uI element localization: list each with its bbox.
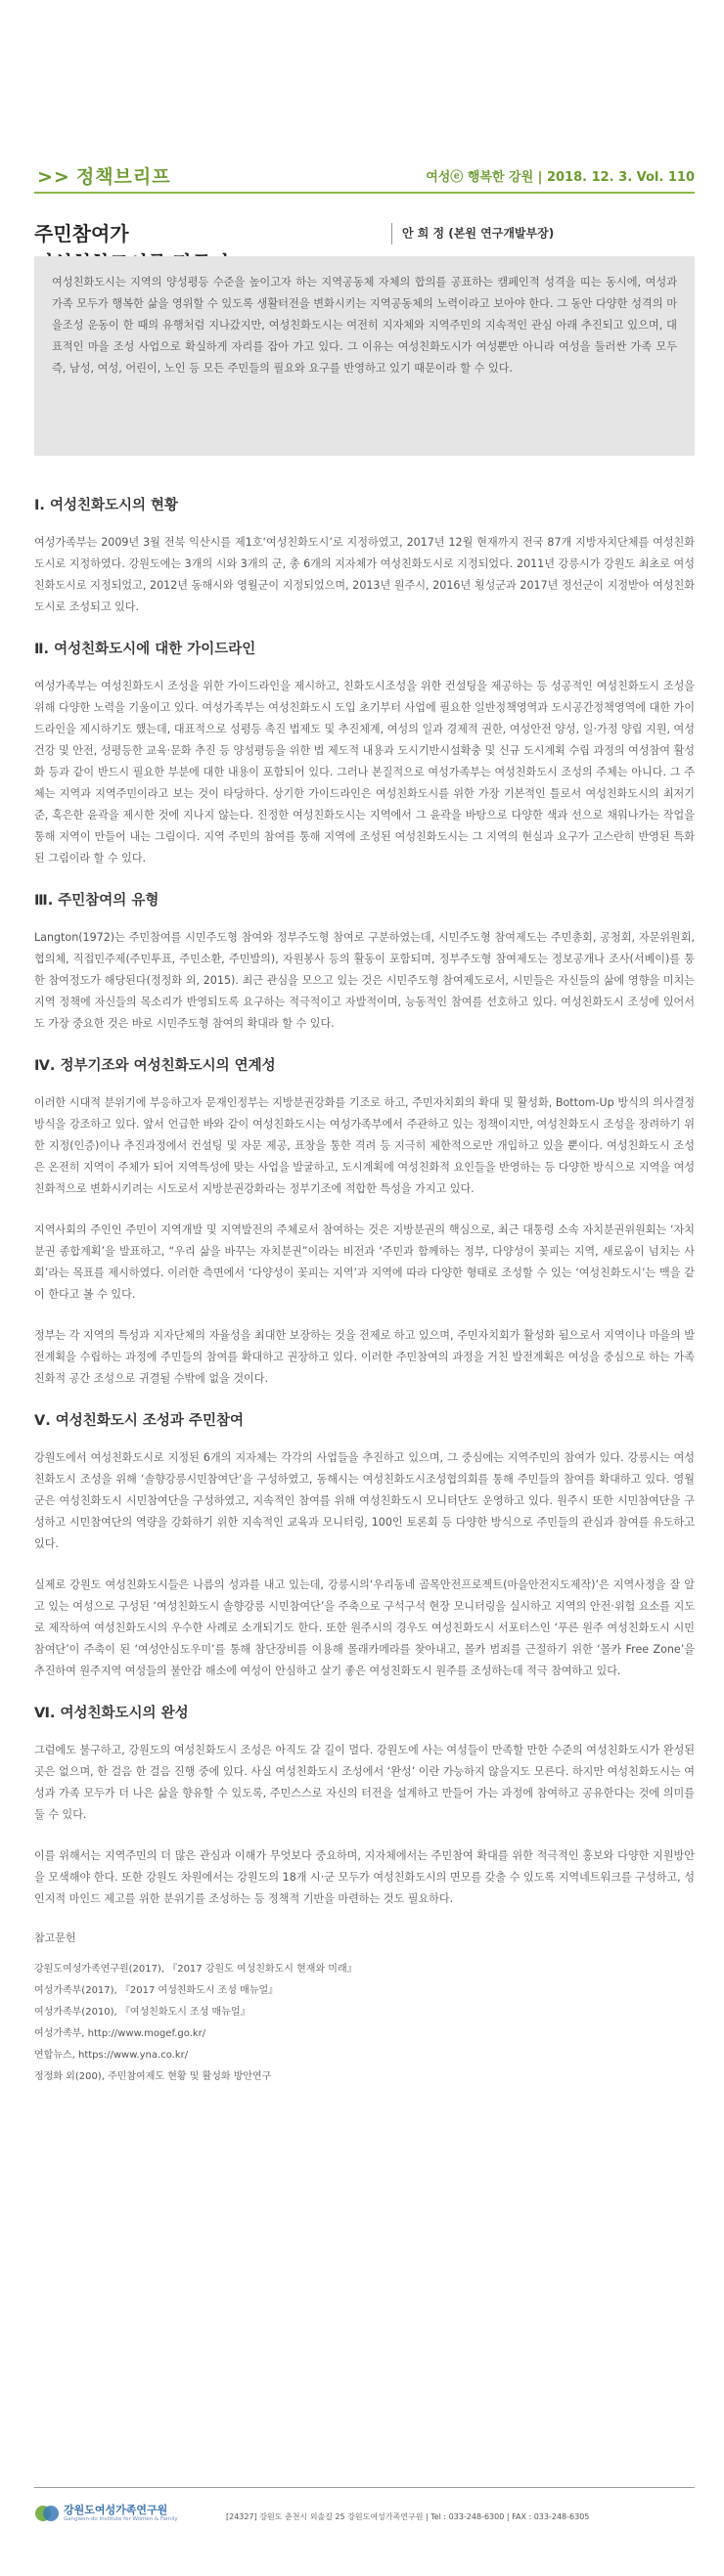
reference-item: 여성가족부, http://www.mogef.go.kr/ [34,2028,206,2039]
institute-logo [34,2500,210,2529]
section-heading: Ⅵ. 여성친화도시의 완성 [34,1706,189,1721]
abstract-box: 여성친화도시는 지역의 양성평등 수준을 높이고자 하는 지역공동체 자체의 합의를 공표하는 캠페인적 성격을 띠는 동시에, 여성과 가족 모두가 행복한 삶을 영위할 수 있도록 생활터전을 변화시키는 지역공동체의 노력이라고 보아야 한다. 그 동안 다양한 성격의 마을조성 운동이 한 때의 유행처럼 지나갔지만, 여성친화도시는 여전히 지자체와 지역주민의 지속적인 관심 아래 추진되고 있으며, 대표적인 마을 조성 사업으로 확실하게 자리를 잡아 가고 있다. 그 이유는 여성친화도시가 여성뿐만 아니라 여성을 둘러싼 가족 모두 즉, 남성, 여성, 어린이, 노인 등 모든 주민들의 필요와 요구를 반영하고 있기 때문이라 할 수 있다. [34,256,695,456]
paragraph: 이러한 시대적 분위기에 부응하고자 문재인정부는 지방분권강화를 기조로 하고, 주민자치회의 확대 및 활성화, Bottom-Up 방식의 의사결정방식을 강조하고 있다. 앞서 언급한 바와 같이 여성친화도시는 여성가족부에서 주관하고 있는 정책이지만, 여성친화도시 조성을 장려하기 위한 지정(인증)이나 추진과정에서 컨설팅 및 자문 제공, 표창을 통한 격려 등 지극히 제한적으로만 개입하고 있을 뿐이다. 여성친화도시 조성은 온전히 지역이 주체가 되어 지역특성에 맞는 사업을 발굴하고, 도시계획에 여성친화적 요인들을 반영하는 등 다양한 방식으로 지역을 여성친화적으로 변화시키려는 시도로서 지방분권강화라는 정부기조에 적합한 특성을 가지고 있다. [34,1096,695,1195]
author-separator [391,223,392,244]
paragraph: 여성가족부는 2009년 3월 전북 익산시를 제1호‘여성친화도시’로 지정하였고, 2017년 12월 현재까지 전국 87개 지방자치단체를 여성친화도시로 지정하였다. 강원도에는 3개의 시와 3개의 군, 총 6개의 지자체가 여성친화도시로 지정되었다. 2011년 강릉시가 강원도 최초로 여성친화도시로 지정되었고, 2012년 동해시와 영월군이 지정되었으며, 2013년 원주시, 2016년 횡성군과 2017년 정선군이 지정받아 여성친화도시로 조성되고 있다. [34,536,695,613]
reference-item: 여성가족부(2017), 『2017 여성친화도시 조성 매뉴얼』 [34,1985,279,1996]
page-footer [34,2490,695,2533]
footer-contact: [24327] 강원도 춘천시 외솔길 25 강원도여성가족연구원 | Tel : 033-248-6300 | FAX : 033-248-6305 [226,2512,590,2521]
reference-item: 여성가족부(2010), 『여성친화도시 조성 매뉴얼』 [34,2007,250,2018]
paragraph: 강원도에서 여성친화도시로 지정된 6개의 지자체는 각각의 사업들을 추진하고 있으며, 그 중심에는 지역주민의 참여가 있다. 강릉시는 여성친화도시 조성을 위해 ‘솔향강릉시민참여단’을 구성하였고, 동해시는 여성친화도시조성협의회를 통해 주민들의 참여를 확대하고 있다. 영월군은 여성친화도시 시민참여단을 구성하였고, 지속적인 참여를 위해 여성친화도시 모니터단도 운영하고 있다. 원주시 또한 시민참여단을 구성하고 시민참여단의 역량을 강화하기 위한 지속적인 교육과 모니터링, 100인 토론회 등 다양한 방식으로 주민들의 관심과 참여를 유도하고 있다. [34,1451,695,1550]
section-heading: Ⅳ. 정부기조와 여성친화도시의 연계성 [34,1058,276,1074]
section-heading: Ⅱ. 여성친화도시에 대한 가이드라인 [34,642,256,657]
section-heading: Ⅰ. 여성친화도시의 현황 [34,498,179,513]
header-divider [34,192,695,194]
title-line-1: 주민참여가 [34,222,129,245]
paragraph: 지역사회의 주인인 주민이 지역개발 및 지역발전의 주체로서 참여하는 것은 지방분권의 핵심으로, 최근 대통령 소속 자치분권위원회는 ‘자치분권 종합계획’을 발표하고, “우리 삶을 바꾸는 자치분권”이라는 비전과 ‘주민과 함께하는 정부, 다양성이 꽃피는 지역, 새로움이 넘치는 사회’라는 목표를 제시하였다. 이러한 측면에서 ‘다양성이 꽃피는 지역’과 지역에 따라 다양한 형태로 조성할 수 있는 ‘여성친화도시’는 맥을 같이 한다고 볼 수 있다. [34,1223,695,1301]
paragraph: Langton(1972)는 주민참여를 시민주도형 참여와 정부주도형 참여로 구분하였는데, 시민주도형 참여제도는 주민총회, 공청회, 자문위원회, 협의체, 직접민주제(주민투표, 주민소환, 주민발의), 자원봉사 등의 활동이 포함되며, 정부주도형 참여제도는 정보공개나 조사(서베이)를 통한 참여정도가 해당된다(정정화 외, 2015). 최근 관심을 모으고 있는 것은 시민주도형 참여제도로서, 시민들은 자신들의 삶에 영향을 미치는 지역 정책에 자신들의 목소리가 반영되도록 요구하는 적극적이고 자발적이며, 능동적인 참여를 선호하고 있다. 여성친화도시 조성에 있어서도 가장 중요한 것은 바로 시민주도형 참여의 확대라 할 수 있다. [34,931,695,1030]
paragraph: 이를 위해서는 지역주민의 더 많은 관심과 이해가 무엇보다 중요하며, 지자체에서는 주민참여 확대를 위한 적극적인 홍보와 다양한 지원방안을 모색해야 한다. 또한 강원도 차원에서는 강원도의 18개 시·군 모두가 여성친화도시의 면모를 갖출 수 있도록 지역네트워크를 구성하고, 성인지적 마인드 제고를 위한 분위기를 조성하는 등 정책적 기반을 마련하는 것도 필요하다. [34,1849,695,1905]
article-body [34,494,695,2088]
paragraph: 정부는 각 지역의 특성과 지자단체의 자율성을 최대한 보장하는 것을 전제로 하고 있으며, 주민자치회가 활성화 됨으로서 지역이나 마을의 발전계획을 수립하는 과정에 주민들의 참여를 확대하고 권장하고 있다. 이러한 주민참여의 과정을 거친 발전계획은 여성을 중심으로 하는 가족 친화적 공간 조성으로 귀결될 수밖에 없을 것이다. [34,1329,695,1385]
issue-info: 여성ⓔ 행복한 강원 | 2018. 12. 3. Vol. 110 [426,170,695,185]
paragraph: 실제로 강원도 여성친화도시들은 나름의 성과를 내고 있는데, 강릉시의‘우리동네 골목안전프로젝트(마을안전지도제작)’은 지역사정을 잘 알고 있는 여성으로 구성된 ‘여성친화도시 솔향강릉 시민참여단’을 주축으로 구석구석 현장 모니터링을 실시하고 지역의 안전·위험 요소를 지도로 제작하여 여성친화도시의 우수한 사례로 소개되기도 한다. 또한 원주시의 경우도 여성친화도시 서포터스인 ‘푸른 원주 여성친화도시 시민참여단’이 주축이 된 ‘여성안심도우미’를 통해 참단장비를 이용해 몰래카메라를 찾아내고, 몰카 범죄를 근절하기 위한 ‘몰카 Free Zone’을 추진하여 원주지역 여성들의 불안감 해소에 여성이 안심하고 살기 좋은 여성친화도시 원주를 조성하는데 적극 참여하고 있다. [34,1578,695,1677]
references-heading: 참고문헌 [34,1932,76,1944]
paragraph: 그럼에도 불구하고, 강원도의 여성친화도시 조성은 아직도 갈 길이 멀다. 강원도에 사는 여성들이 만족할 만한 수준의 여성친화도시가 완성된 곳은 없으며, 한 걸음 한 걸음 진행 중에 있다. 사실 여성친화도시 조성에서 ‘완성’ 이란 가능하지 않을지도 모른다. 하지만 여성친화도시는 여성과 가족 모두가 더 나은 삶을 향유할 수 있도록, 주민스스로 자신의 터전을 설계하고 만들어 가는 과정에 참여하고 공유한다는 것에 의미를 둘 수 있다. [34,1744,695,1821]
reference-item: 연합뉴스, https://www.yna.co.kr/ [34,2050,189,2061]
author-name: 안 희 정 (본원 연구개발부장) [402,226,555,241]
section-heading: Ⅲ. 주민참여의 유형 [34,893,159,909]
section-heading: Ⅴ. 여성친화도시 조성과 주민참여 [34,1413,244,1429]
paragraph: 여성가족부는 여성친화도시 조성을 위한 가이드라인을 제시하고, 친화도시조성을 위한 컨설팅을 제공하는 등 성공적인 여성친화도시 조성을 위해 다양한 노력을 기울이고 있다. 여성가족부는 여성친화도시 도입 초기부터 사업에 필요한 일반정책영역과 도시공간정책영역에 대한 가이드라인을 제시하기도 했는데, 대표적으로 성평등 촉진 법제도 및 추진체계, 여성의 일과 경제적 권한, 여성안전 양성, 일·가정 양립 지원, 여성건강 및 안전, 성평등한 교육·문화 추진 등 양성평등을 위한 법 제도적 내용과 도시기반시설확충 및 신규 도시계획 수립 과정의 여성참여 활성화 등과 같이 반드시 필요한 부분에 대한 내용이 포함되어 있다. 그러나 본질적으로 여성가족부는 여성친화도시 조성의 주체는 아니다. 그 주체는 지역과 지역주민이라고 보는 것이 타당하다. 상기한 가이드라인은 여성친화도시를 위한 가장 기본적인 틀로서 여성친화도시의 최저기준, 혹은한 윤곽을 제시한 것에 지나지 않는다. 진정한 여성친화도시는 지역에서 그 윤곽을 바탕으로 다양한 색과 선으로 채워나가는 작업을 통해 지역이 만들어 내는 그림이다. 지역 주민의 참여를 통해 지역에 조성된 여성친화도시는 그 지역의 현실과 요구가 고스란히 반영된 특화된 그림이라 할 수 있다. [34,680,695,865]
author [391,223,554,244]
page-header [34,0,695,196]
reference-item: 강원도여성가족연구원(2017), 『2017 강원도 여성친화도시 현재와 미래』 [34,1964,357,1975]
brief-label [37,162,171,189]
reference-item: 정정화 외(200), 주민참여제도 현황 및 활성화 방안연구 [34,2071,272,2082]
footer-divider [34,2487,695,2488]
logo-mark-icon [34,2502,60,2525]
logo-subtitle: Gangwon-do Institute for Women & Family [64,2516,178,2522]
logo-name: 강원도여성가족연구원 [64,2504,168,2516]
brief-title: 정책브리프 [75,166,171,188]
double-chevron-icon: >> [37,166,70,188]
